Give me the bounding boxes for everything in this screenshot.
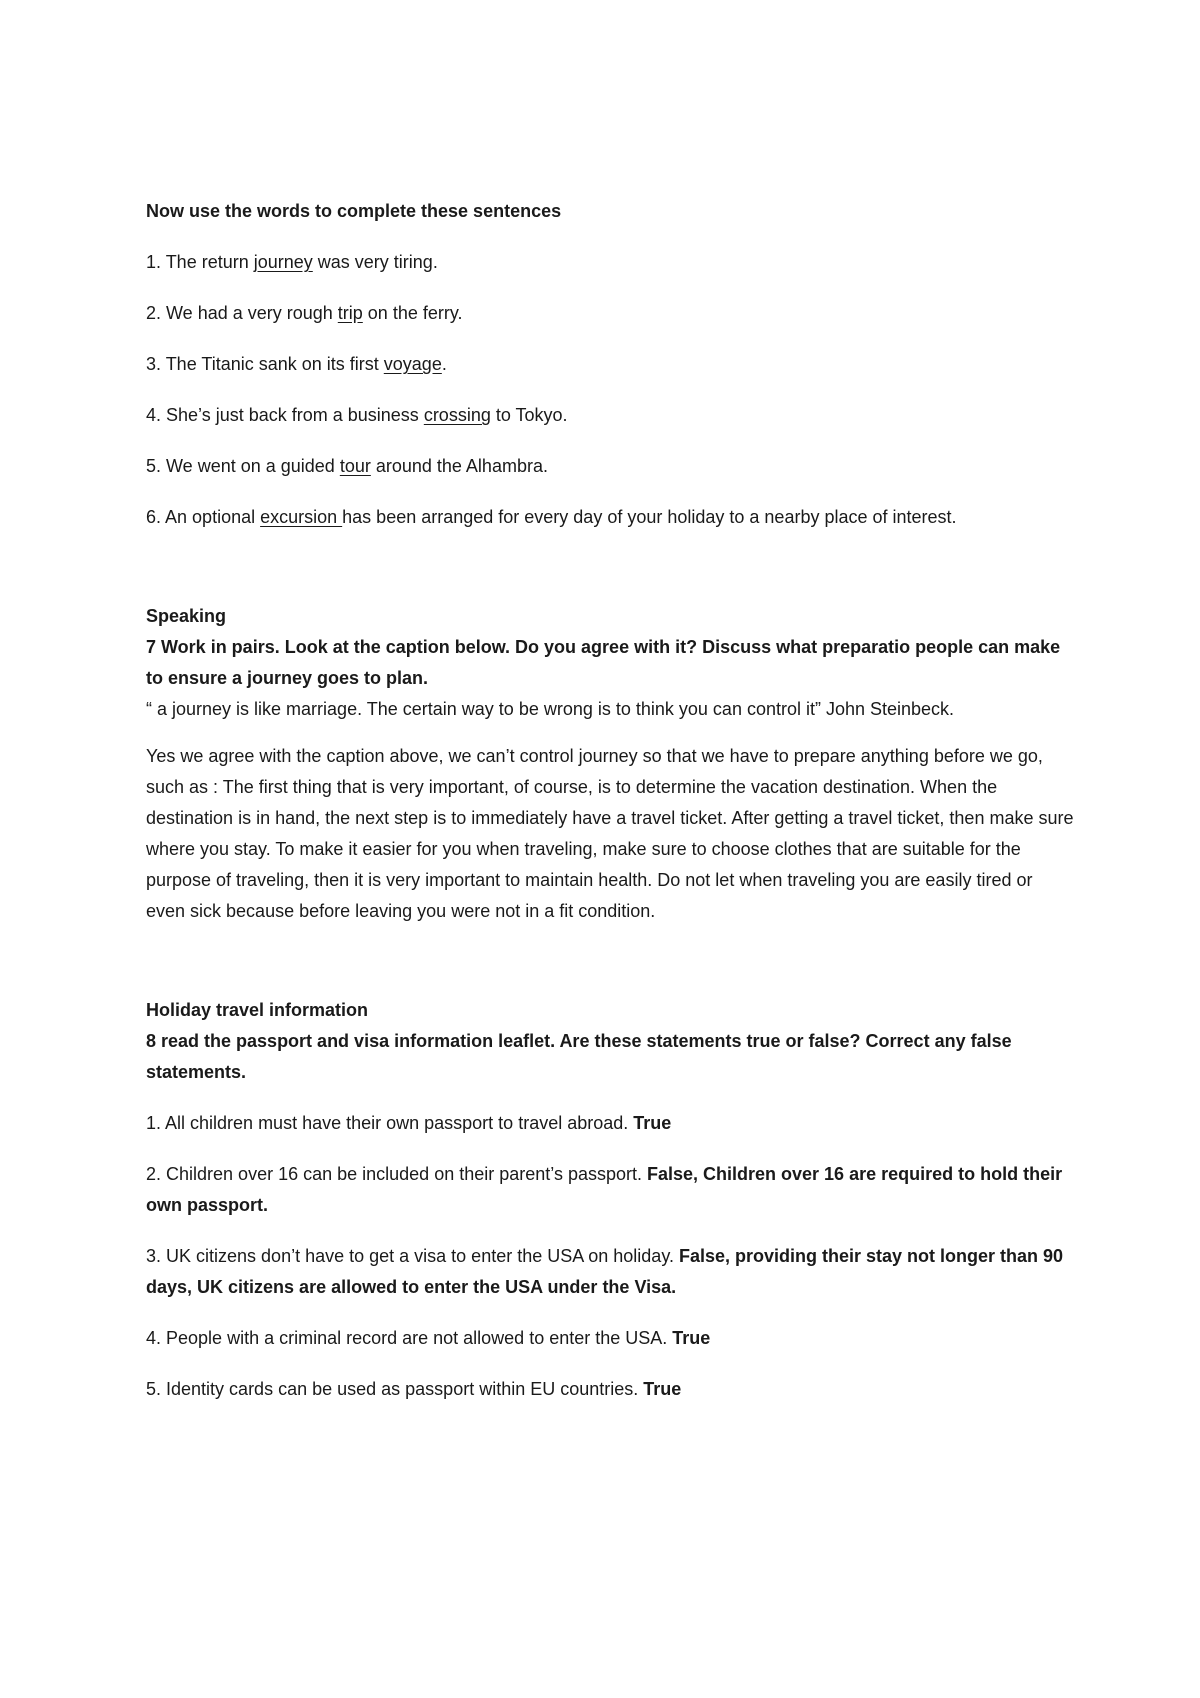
item-number: 5. bbox=[146, 456, 162, 476]
exercise-item-3 bbox=[146, 349, 1076, 380]
item-text-before: We went on a guided bbox=[161, 456, 340, 476]
item-number: 2. bbox=[146, 1164, 162, 1184]
item-text-before: The return bbox=[161, 252, 254, 272]
speaking-instruction: 7 Work in pairs. Look at the caption below. Do you agree with it? Discuss what preparatio people can make to ensure a journey goes to plan. bbox=[146, 637, 1061, 688]
holiday-instruction: 8 read the passport and visa information leaflet. Are these statements true or false? Correct any false statements. bbox=[146, 1031, 1012, 1082]
exercise-item-6 bbox=[146, 502, 1076, 533]
statement-answer: True bbox=[633, 1113, 672, 1133]
item-text-after: around the Alhambra. bbox=[370, 456, 548, 476]
item-number: 4. bbox=[146, 1328, 162, 1348]
document-page bbox=[146, 196, 1076, 1405]
item-text-before: We had a very rough bbox=[161, 303, 338, 323]
statement-text: People with a criminal record are not allowed to enter the USA. bbox=[161, 1328, 673, 1348]
statement-text: UK citizens don’t have to get a visa to enter the USA on holiday. bbox=[161, 1246, 679, 1266]
statement-item-5 bbox=[146, 1374, 1076, 1405]
statement-answer: True bbox=[643, 1379, 682, 1399]
speaking-section bbox=[146, 601, 1076, 927]
holiday-section bbox=[146, 995, 1076, 1405]
speaking-answer: Yes we agree with the caption above, we can’t control journey so that we have to prepare anything before we go, such as : The first thing that is very important, of course, is to determine the vacation destination. When the destination is in hand, the next step is to immediately have a travel ticket. After getting a travel ticket, then make sure where you stay. To make it easier for you when traveling, make sure to choose clothes that are suitable for the purpose of traveling, then it is very important to maintain health. Do not let when traveling you are easily tired or even sick because before leaving you were not in a fit condition. bbox=[146, 746, 1074, 921]
item-text-after: was very tiring. bbox=[312, 252, 438, 272]
answer-word: trip bbox=[337, 303, 363, 323]
exercise-item-1 bbox=[146, 247, 1076, 278]
statement-item-4 bbox=[146, 1323, 1076, 1354]
item-text-after: . bbox=[441, 354, 447, 374]
statement-item-1 bbox=[146, 1108, 1076, 1139]
item-number: 2. bbox=[146, 303, 162, 323]
item-text-after: has been arranged for every day of your holiday to a nearby place of interest. bbox=[342, 507, 957, 527]
exercise-item-2 bbox=[146, 298, 1076, 329]
statement-text: Children over 16 can be included on their parent’s passport. bbox=[161, 1164, 647, 1184]
item-text-before: An optional bbox=[161, 507, 261, 527]
answer-word: journey bbox=[253, 252, 313, 272]
item-number: 1. bbox=[146, 252, 162, 272]
answer-word: voyage bbox=[383, 354, 442, 374]
item-number: 6. bbox=[146, 507, 162, 527]
exercise-item-4 bbox=[146, 400, 1076, 431]
item-number: 1. bbox=[146, 1113, 162, 1133]
speaking-heading: Speaking bbox=[146, 606, 227, 626]
item-text-after: on the ferry. bbox=[362, 303, 463, 323]
holiday-heading: Holiday travel information bbox=[146, 1000, 369, 1020]
answer-word: tour bbox=[339, 456, 371, 476]
statement-item-3 bbox=[146, 1241, 1076, 1303]
statement-answer: False, providing their stay not longer than 90 days, UK citizens are allowed to enter the USA under the Visa. bbox=[146, 1246, 1064, 1297]
speaking-quote: “ a journey is like marriage. The certain way to be wrong is to think you can control it” John Steinbeck. bbox=[146, 699, 955, 719]
item-number: 5. bbox=[146, 1379, 162, 1399]
item-number: 3. bbox=[146, 354, 162, 374]
statement-text: Identity cards can be used as passport within EU countries. bbox=[161, 1379, 644, 1399]
item-text-before: The Titanic sank on its first bbox=[161, 354, 384, 374]
item-text-before: She’s just back from a business bbox=[161, 405, 424, 425]
statement-answer: False, Children over 16 are required to hold their own passport. bbox=[146, 1164, 1063, 1215]
item-number: 3. bbox=[146, 1246, 162, 1266]
exercise-section bbox=[146, 196, 1076, 533]
answer-word: excursion bbox=[260, 507, 343, 527]
statement-answer: True bbox=[672, 1328, 711, 1348]
statement-text: All children must have their own passport to travel abroad. bbox=[161, 1113, 634, 1133]
item-number: 4. bbox=[146, 405, 162, 425]
item-text-after: to Tokyo. bbox=[490, 405, 568, 425]
exercise-instruction: Now use the words to complete these sentences bbox=[146, 201, 562, 221]
exercise-item-5 bbox=[146, 451, 1076, 482]
answer-word: crossing bbox=[423, 405, 491, 425]
statement-item-2 bbox=[146, 1159, 1076, 1221]
